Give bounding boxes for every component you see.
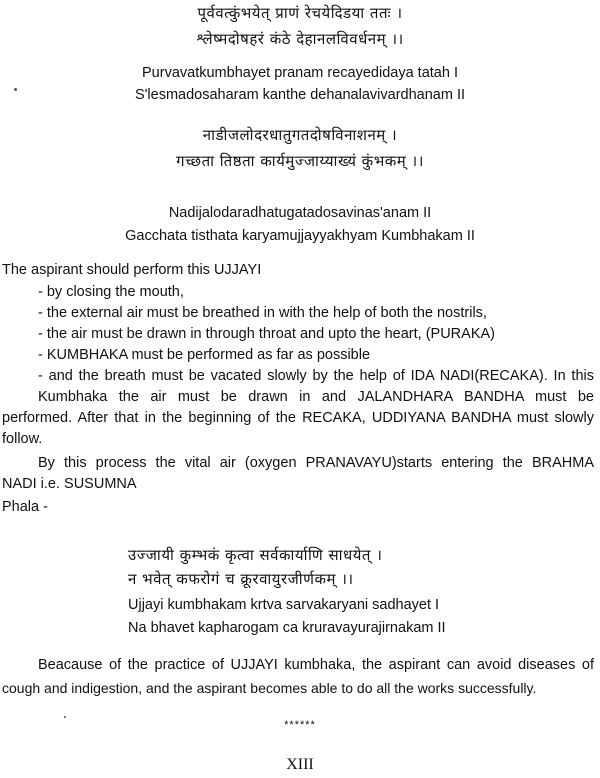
process-paragraph-line1: By this process the vital air (oxygen PRANAVAYU)starts entering the BRAHMA — [38, 455, 594, 471]
instruction-item-5-line1: - and the breath must be vacated slowly by the help of IDA NADI(RECAKA). In this — [38, 368, 594, 384]
instruction-item-4: - KUMBHAKA must be performed as far as possible — [38, 347, 371, 363]
instructions-intro: The aspirant should perform this UJJAYI — [2, 262, 262, 278]
verse3-transliteration-line2: Na bhavet kapharogam ca kruravayurajirnakam II — [128, 620, 446, 636]
instruction-item-1: - by closing the mouth, — [38, 284, 184, 300]
phala-label: Phala - — [2, 499, 48, 515]
instruction-item-5-line3: performed. After that in the beginning of the RECAKA, UDDIYANA BANDHA must slowly — [2, 410, 594, 426]
separator-stars: ****** — [284, 719, 316, 731]
verse2-devanagari-line2: गच्छता तिष्ठता कार्यमुज्जाय्याख्यं कुंभकम् ।। — [176, 152, 424, 170]
verse1-transliteration-line1: Purvavatkumbhayet pranam recayedidaya tatah I — [142, 65, 458, 81]
verse1-devanagari-line2: श्लेष्मदोषहरं कंठे देहानलविवर्धनम् ।। — [196, 30, 404, 48]
verse2-transliteration-line2: Gacchata tisthata karyamujjayyakhyam Kumbhakam II — [125, 228, 475, 244]
page-number: XIII — [286, 756, 314, 773]
verse3-devanagari-line1: उज्जायी कुम्भकं कृत्वा सर्वकार्याणि साधयेत् । — [128, 546, 383, 564]
instruction-item-5-line4: follow. — [2, 431, 43, 447]
verse2-transliteration-line1: Nadijalodaradhatugatadosavinas'anam II — [168, 205, 432, 221]
verse3-devanagari-line2: न भवेत् कफरोगं च क्रूरवायुरजीर्णकम् ।। — [128, 570, 354, 588]
instruction-item-2: - the external air must be breathed in with the help of both the nostrils, — [38, 305, 487, 321]
process-paragraph-line2: NADI i.e. SUSUMNA — [2, 476, 137, 492]
instruction-item-5-line2: Kumbhaka the air must be drawn in and JALANDHARA BANDHA must be — [38, 389, 594, 405]
verse2-devanagari-line1: नाडीजलोदरधातुगतदोषविनाशनम् । — [202, 126, 398, 144]
conclusion-line1: Beacause of the practice of UJJAYI kumbhaka, the aspirant can avoid diseases of — [38, 657, 594, 673]
verse1-transliteration-line2: S'lesmadosaharam kanthe dehanalavivardhanam II — [134, 87, 466, 103]
conclusion-line2: cough and indigestion, and the aspirant becomes able to do all the works successfully. — [2, 680, 537, 696]
verse3-transliteration-line1: Ujjayi kumbhakam krtva sarvakaryani sadhayet I — [128, 597, 440, 613]
instruction-item-3: - the air must be drawn in through throat and upto the heart, (PURAKA) — [38, 326, 495, 342]
verse1-devanagari-line1: पूर्ववत्कुंभयेत् प्राणं रेचयेदिडया ततः । — [197, 4, 403, 22]
stray-mark — [14, 88, 17, 91]
